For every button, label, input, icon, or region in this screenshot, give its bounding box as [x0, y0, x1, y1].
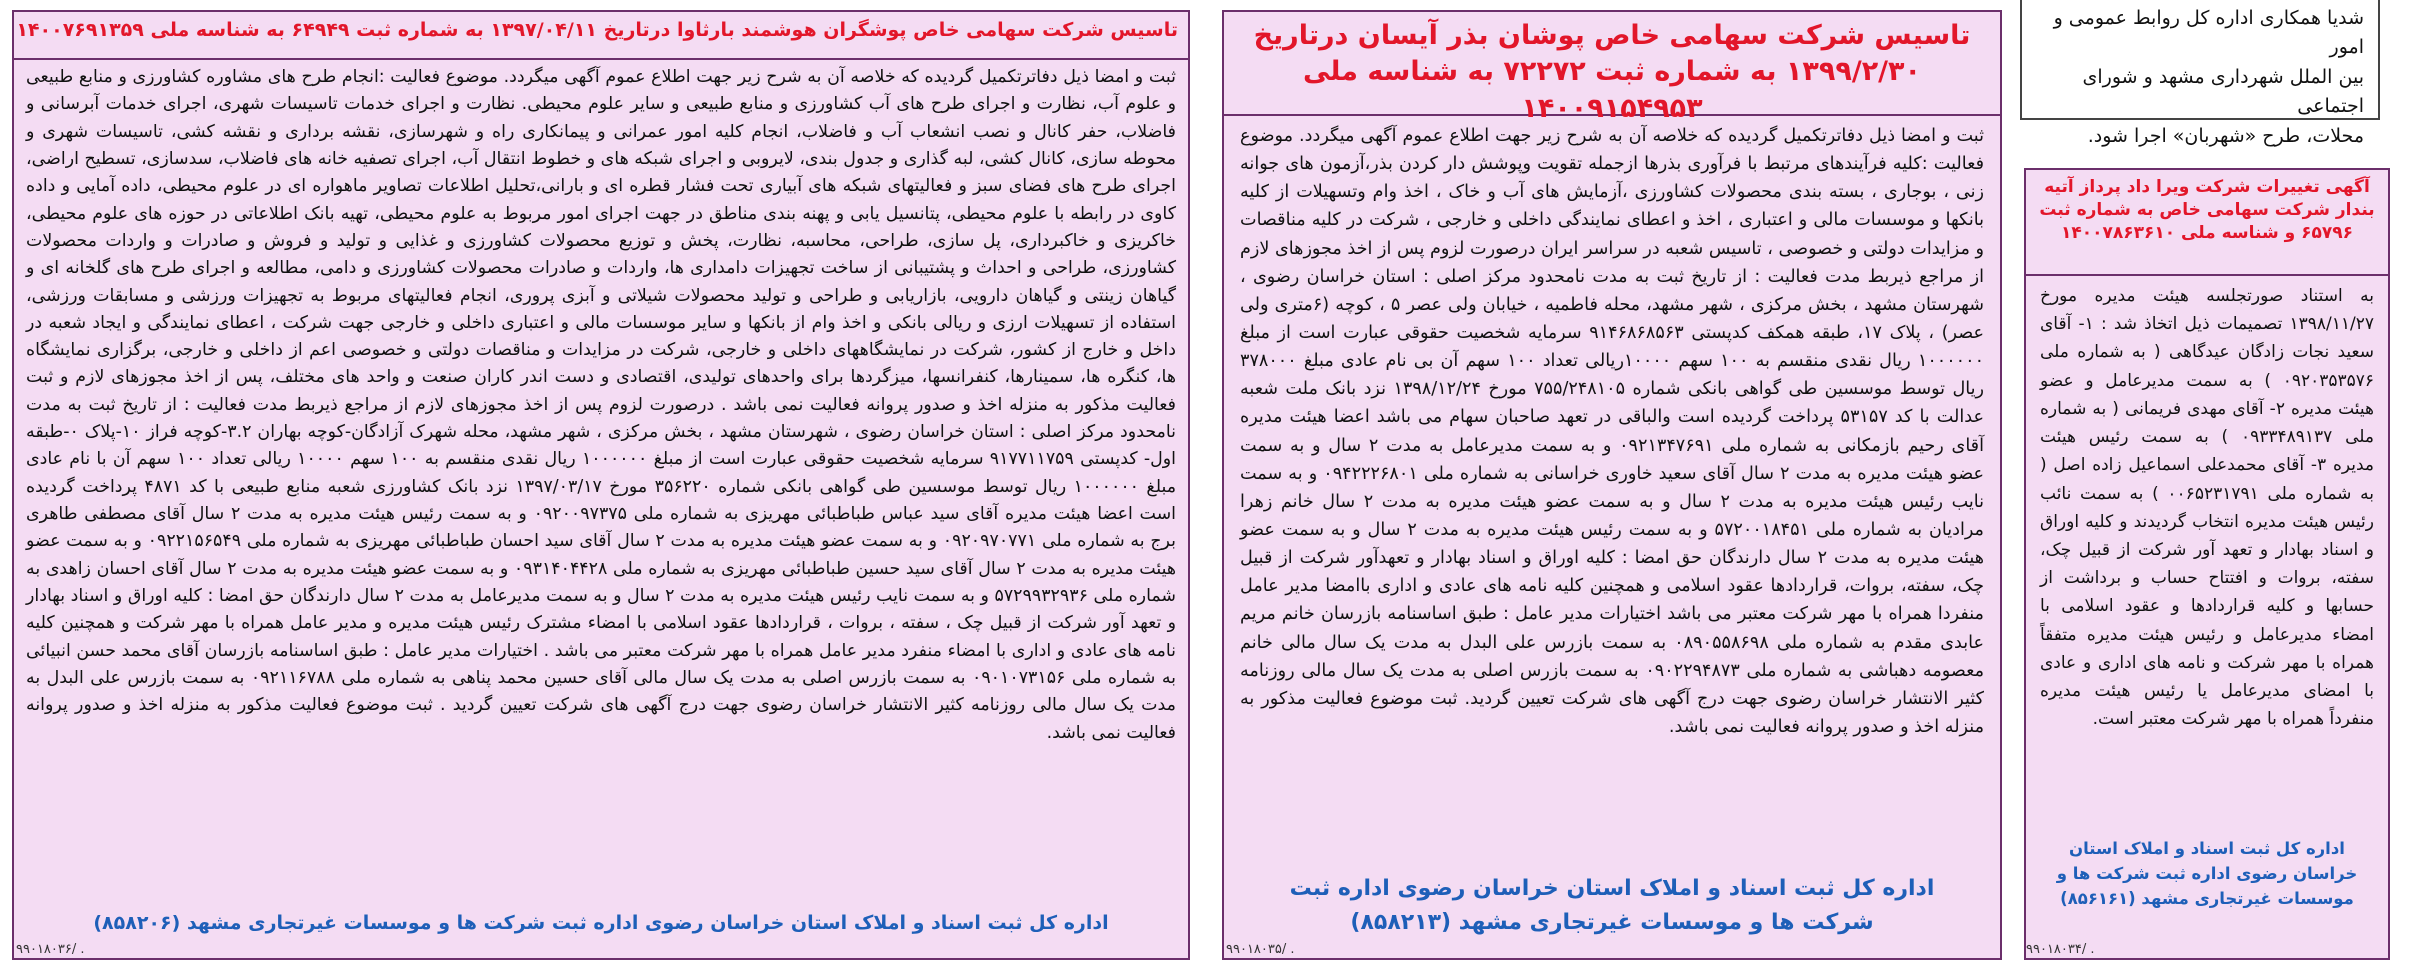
article-fragment [2020, 0, 2380, 147]
ad-left-footer: اداره کل ثبت اسناد و املاک استان خراسان رضوی اداره ثبت شرکت ها و موسسات غیرتجاری مشهد (۸۵۸۲۰۶) [93, 912, 1109, 934]
ad-middle-title: تاسیس شرکت سهامی خاص پوشان بذر آیسان درتاریخ ۱۳۹۹/۲/۳۰ به شماره ثبت ۷۲۲۷۲ به شناسه ملی ۱۴۰۰۹۱۵۴۹۵۳ [1224, 12, 2000, 116]
ad-left-code: ۹۹۰۱۸۰۳۶/ . [16, 942, 85, 957]
ad-right-code: ۹۹۰۱۸۰۳۴/ . [2026, 942, 2095, 957]
ad-right-body: به استناد صورتجلسه هیئت مدیره مورخ ۱۳۹۸/۱۱/۲۷ تصمیمات ذیل اتخاذ شد : ۱- آقای سعید نجات زادگان عیدگاهی ( به شماره ملی ۰۹۲۰۳۵۳۵۷۶ ) به سمت مدیرعامل و عضو هیئت مدیره ۲- آقای مهدی فریمانی ( به شماره ملی ۰۹۳۳۴۸۹۱۳۷ ) به سمت رئیس هیئت مدیره ۳- آقای محمدعلی اسماعیل زاده اصل ( به شماره ملی ۰۰۶۵۲۳۱۷۹۱ ) به سمت نائب رئیس هیئت مدیره انتخاب گردیدند و کلیه اوراق و اسناد بهادار و تعهد آور شرکت از قبیل چک، سفته، بروات و افتتاح حساب و برداشت از حسابها و کلیه قراردادها و عقود اسلامی با امضاء مدیرعامل و رئیس هیئت مدیره متفقاً همراه با مهر شرکت و نامه های اداری و عادی با امضای مدیرعامل یا رئیس هیئت مدیره منفرداً همراه با مهر شرکت معتبر است. [2040, 286, 2375, 730]
article-line: بین الملل شهرداری مشهد و شورای اجتماعی [2082, 65, 2364, 118]
ad-left-title: تاسیس شرکت سهامی خاص پوشگران هوشمند بارثاوا درتاریخ ۱۳۹۷/۰۴/۱۱ به شماره ثبت ۶۴۹۴۹ به شناسه ملی ۱۴۰۰۷۶۹۱۳۵۹ [14, 12, 1188, 60]
ad-right-title: آگهی تغییرات شرکت ویرا داد پرداز آتیه بندار شرکت سهامی خاص به شماره ثبت ۶۵۷۹۶ و شناسه ملی ۱۴۰۰۷۸۶۳۶۱۰ [2026, 170, 2388, 276]
ad-middle-code: ۹۹۰۱۸۰۳۵/ . [1226, 942, 1295, 957]
ad-left [12, 10, 1190, 960]
ad-right-footer: اداره کل ثبت اسناد و املاک استان خراسان رضوی اداره ثبت شرکت ها و موسسات غیرتجاری مشهد (۸۵۶۱۶۱) [2056, 839, 2358, 908]
ad-middle-body: ثبت و امضا ذیل دفاترتکمیل گردیده که خلاصه آن به شرح زیر جهت اطلاع عموم آگهی میگردد. موضوع فعالیت :کلیه فرآیندهای مرتبط با فرآوری بذرها ازجمله تقویت وپوشش دار کردن بذر،آزمون های جوانه زنی ، بوجاری ، بسته بندی محصولات کشاورزی ،آزمایش های آب و خاک ، اخذ وام وتسهیلات از کلیه بانکها و موسسات مالی و اعتباری ، اخذ و اعطای نمایندگی داخلی و خارجی ، شرکت در کلیه مناقصات و مزایدات دولتی و خصوصی ، تاسیس شعبه در سراسر ایران درصورت لزوم پس از اخذ مجوزهای لازم از مراجع ذیربط مدت فعالیت : از تاریخ ثبت به مدت نامحدود مرکز اصلی : استان خراسان رضوی ، شهرستان مشهد ، بخش مرکزی ، شهر مشهد، محله فاطمیه ، خیابان ولی عصر ۵ ، کوچه (۶متری ولی عصر) ، پلاک ۱۷، طبقه همکف کدپستی ۹۱۴۶۸۶۸۵۶۳ سرمایه شخصیت حقوقی عبارت است از مبلغ ۱۰۰۰۰۰۰ ریال نقدی منقسم به ۱۰۰ سهم ۱۰۰۰۰ریالی تعداد ۱۰۰ سهم آن بی نام عادی مبلغ ۳۷۸۰۰۰ ریال توسط موسسین طی گواهی بانکی شماره ۷۵۵/۲۴۸۱۰۵ مورخ ۱۳۹۸/۱۲/۲۴ نزد بانک ملت شعبه عدالت با کد ۵۳۱۵۷ پرداخت گردیده است والباقی در تعهد صاحبان سهام می باشد اعضا هیئت مدیره آقای رحیم بازمکانی به شماره ملی ۰۹۲۱۳۴۷۶۹۱ و به سمت مدیرعامل به مدت ۲ سال و به سمت عضو هیئت مدیره به مدت ۲ سال آقای سعید خاوری خراسانی به شماره ملی ۰۹۴۲۲۲۶۸۰۱ و به سمت نایب رئیس هیئت مدیره به مدت ۲ سال و به سمت عضو هیئت مدیره به مدت ۲ سال خانم زهرا مرادیان به شماره ملی ۵۷۲۰۰۱۸۴۵۱ و به سمت رئیس هیئت مدیره به مدت ۲ سال و به سمت عضو هیئت مدیره به مدت ۲ سال دارندگان حق امضا : کلیه اوراق و اسناد بهادار و تعهدآور شرکت از قبیل چک، سفته، بروات، قراردادها عقود اسلامی و همچنین کلیه نامه های عادی و اداری باامضا مدیر عامل منفردا همراه با مهر شرکت معتبر می باشد اختیارات مدیر عامل : طبق اساسنامه بازرسان خانم مریم عابدی مقدم به شماره ملی ۰۸۹۰۵۵۸۶۹۸ به سمت بازرس علی البدل به مدت یک سال مالی خانم معصومه دهباشی به شماره ملی ۰۹۰۲۲۹۴۸۷۳ به سمت بازرس اصلی به مدت یک سال مالی روزنامه کثیر الانتشار خراسان رضوی جهت درج آگهی های شرکت تعیین گردید. ثبت موضوع فعالیت مذکور به منزله اخذ و صدور پروانه فعالیت نمی باشد. [1240, 126, 1985, 737]
ad-left-body: ثبت و امضا ذیل دفاترتکمیل گردیده که خلاصه آن به شرح زیر جهت اطلاع عموم آگهی میگردد. موضوع فعالیت :انجام طرح های مشاوره کشاورزی و منابع طبیعی و علوم آب، نظارت و اجرای طرح های آب کشاورزی و منابع طبیعی و سایر علوم محیطی. نظارت و اجرای خدمات تاسیسات شهری، اجرای خدمات آبرسانی و فاضلاب، حفر کانال و نصب انشعاب آب و فاضلاب، انجام کلیه امور عمرانی و پیمانکاری راه و شهرسازی، نقشه برداری و نقشه کشی، تاسیسات شهری و محوطه سازی، کانال کشی، لبه گذاری و جدول بندی، لایروبی و اجرای شبکه های و خطوط انتقال آب، اجرای تصفیه خانه های فاضلاب، سدسازی، تسطیح اراضی، اجرای طرح های فضای سبز و فعالیتهای شبکه های آبیاری تحت فشار قطره ای و بارانی،تحلیل اطلاعات تصاویر ماهواره ای در علوم محیطی، داده آمایی و داده کاوی در رابطه با علوم محیطی، پتانسیل یابی و پهنه بندی مناطق در جهت اجرای امور مربوط به علوم محیطی، تهیه بانک اطلاعاتی در حوزه های علوم محیطی، خاکریزی و خاکبرداری، پل سازی، طراحی، محاسبه، نظارت، پخش و توزیع محصولات کشاورزی و غذایی و تولید و فروش و صادرات و واردات محصولات کشاورزی، طراحی و احداث و پشتیبانی از ساخت تجهیزات دامداری ها، واردات و صادرات محصولات کشاورزی و دامی، مطالعه و اجرای طرح های گلخانه ای و گیاهان زینتی و گیاهان دارویی، بازاریابی و طراحی و تولید محصولات شیلاتی و آبزی پروری، انجام فعالیتهای مربوط به تجهیزات ورزشی و مسابقات ورزشی، استفاده از تسهیلات ارزی و ریالی بانکی و اخذ وام از بانکها و سایر موسسات مالی و اعتباری داخلی و خارجی جهت شرکت ، اعطای نمایندگی و ایجاد شعبه در داخل و خارج از کشور، شرکت در نمایشگاههای داخلی و خارجی، شرکت در مزایدات و مناقصات دولتی و خصوصی اعم از داخلی و خارجی، برگزاری نمایشگاه ها، کنگره ها، سمینارها، کنفرانسها، میزگردها برای واحدهای تولیدی، اقتصادی و دست اندر کاران صنعت و واحد های مختلف، پس از اخذ مجوزهای لازم و ثبت فعالیت مذکور به منزله اخذ و صدور پروانه فعالیت نمی باشد . درصورت لزوم پس از اخذ مجوزهای لازم از مراجع ذیربط مدت فعالیت : از تاریخ ثبت به مدت نامحدود مرکز اصلی : استان خراسان رضوی ، شهرستان مشهد ، بخش مرکزی ، شهر مشهد، محله شهرک آزادگان-کوچه بهاران ۳.۲-کوچه فراز ۱۰-پلاک ۰-طبقه اول- کدپستی ۹۱۷۷۱۱۷۵۹ سرمایه شخصیت حقوقی عبارت است از مبلغ ۱۰۰۰۰۰۰ ریال نقدی منقسم به ۱۰۰ سهم ۱۰۰۰۰ ریالی تعداد ۱۰۰ سهم آن با نام عادی مبلغ ۱۰۰۰۰۰۰ ریال توسط موسسین طی گواهی بانکی شماره ۳۵۶۲۲۰ مورخ ۱۳۹۷/۰۳/۱۷ نزد بانک کشاورزی شعبه منابع طبیعی با کد ۴۸۷۱ پرداخت گردیده است اعضا هیئت مدیره آقای سید عباس طباطبائی مهریزی به شماره ملی ۰۹۲۰۰۹۷۳۷۵ و به سمت رئیس هیئت مدیره به مدت ۲ سال آقای مصطفی طاهری برج به شماره ملی ۰۹۲۰۹۷۰۷۷۱ و به سمت عضو هیئت مدیره به مدت ۲ سال آقای سید احسان طباطبائی مهریزی به شماره ملی ۰۹۲۲۱۵۶۵۴۹ و به سمت عضو هیئت مدیره به مدت ۲ سال آقای سید حسین طباطبائی مهریزی به شماره ملی ۰۹۳۱۴۰۴۴۲۸ و به سمت عضو هیئت مدیره به مدت ۲ سال آقای احسان زاهدی به شماره ملی ۵۷۲۹۹۳۲۹۳۶ و به سمت نایب رئیس هیئت مدیره به مدت ۲ سال و به سمت مدیرعامل به مدت ۲ سال دارندگان حق امضا : کلیه اوراق و اسناد بهادار و تعهد آور شرکت از قبیل چک ، سفته ، بروات ، قراردادها عقود اسلامی با امضاء مشترک رئیس هیئت مدیره و مدیر عامل همراه با مهر شرکت و همچنین کلیه نامه های عادی و اداری با امضاء منفرد مدیر عامل همراه با مهر شرکت معتبر می باشد . اختیارات مدیر عامل : طبق اساسنامه بازرسان آقای محمد حسن انبیائی به شماره ملی ۰۹۰۱۰۷۳۱۵۶ به سمت بازرس اصلی به مدت یک سال مالی آقای حسین محمد پناهی به شماره ملی ۰۹۲۱۱۶۷۸۸ به سمت بازرس علی البدل به مدت یک سال مالی روزنامه کثیر الانتشار خراسان رضوی جهت درج آگهی های شرکت تعیین گردید . ثبت موضوع فعالیت مذکور به منزله اخذ و صدور پروانه فعالیت نمی باشد. [26, 67, 1177, 743]
ad-right [2024, 168, 2390, 960]
ad-middle [1222, 10, 2002, 960]
article-line: محلات، طرح «شهربان» اجرا شود. [2087, 124, 2364, 147]
ad-middle-footer: اداره کل ثبت اسناد و املاک استان خراسان رضوی اداره ثبت شرکت ها و موسسات غیرتجاری مشهد (۸۵۸۲۱۳) [1289, 876, 1935, 936]
article-line: شدیا همکاری اداره کل روابط عمومی و امور [2053, 7, 2364, 59]
